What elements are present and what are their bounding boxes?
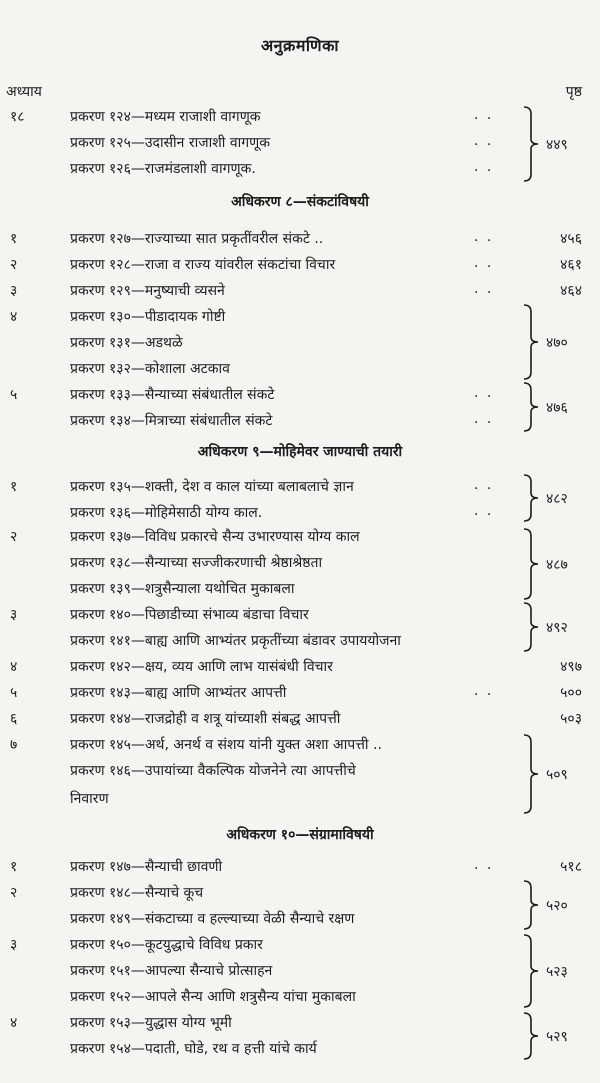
toc-row [0, 657, 600, 682]
leader-dots: . . [474, 133, 494, 149]
toc-row [0, 503, 600, 528]
group-page-number: ४४९ [546, 137, 568, 153]
leader-dots: . . [474, 857, 494, 873]
chapter-title: प्रकरण १५२—आपले सैन्य आणि शत्रुसैन्य यांचा मुकाबला [70, 989, 356, 1005]
chapter-number: ७ [10, 737, 18, 753]
chapter-title: प्रकरण १३६—मोहिमेसाठी योग्य काल. [70, 505, 263, 521]
toc-row [0, 553, 600, 578]
leader-dots: . . [474, 385, 494, 401]
chapter-title: प्रकरण १४१—बाह्य आणि आभ्यंतर प्रकृतींच्या बंडावर उपाययोजना [70, 633, 401, 649]
page-column-header: पृष्ठ [565, 84, 582, 100]
right-brace-icon [522, 602, 540, 652]
chapter-title: प्रकरण १३२—कोशाला अटकाव [70, 361, 230, 377]
chapter-number: १८ [10, 109, 25, 125]
chapter-title: प्रकरण १३१—अडथळे [70, 335, 183, 351]
toc-row [0, 333, 600, 358]
right-brace-icon [522, 734, 540, 814]
group-page-number: ४८२ [546, 491, 568, 507]
chapter-title: प्रकरण १३४—मित्राच्या संबंधातील संकटे [70, 413, 273, 429]
page-number: ४६१ [560, 257, 582, 273]
chapter-number: ५ [10, 387, 18, 403]
chapter-number: ३ [10, 937, 18, 953]
toc-row [0, 631, 600, 656]
toc-row [0, 255, 600, 280]
leader-dots: . . [474, 229, 494, 245]
chapter-title: प्रकरण १२९—मनुष्याची व्यसने [70, 283, 225, 299]
group-page-number: ४७० [546, 335, 568, 351]
chapter-title: प्रकरण १५३—युद्धास योग्य भूमी [70, 1015, 232, 1031]
chapter-title: प्रकरण १५४—पदाती, घोडे, रथ व हत्ती यांचे कार्य [70, 1041, 317, 1057]
section-heading: अधिकरण ९—मोहिमेवर जाण्याची तयारी [197, 444, 403, 460]
page-number: ४९७ [560, 659, 582, 675]
chapter-number: ३ [10, 283, 18, 299]
toc-row [0, 735, 600, 760]
toc-row [0, 857, 600, 882]
chapter-title: प्रकरण १२५—उदासीन राजाशी वागणूक [70, 135, 271, 151]
page-number: ४६४ [560, 283, 582, 299]
chapter-number: २ [10, 257, 18, 273]
page-number: ५०३ [560, 711, 582, 727]
toc-row [0, 1039, 600, 1064]
toc-row [0, 133, 600, 158]
toc-row [0, 789, 600, 814]
right-brace-icon [522, 1012, 540, 1060]
chapter-title: प्रकरण १२६—राजमंडलाशी वागणूक. [70, 161, 256, 177]
chapter-title: प्रकरण १५०—कूटयुद्धाचे विविध प्रकार [70, 937, 263, 953]
toc-row [0, 935, 600, 960]
toc-row [0, 359, 600, 384]
page-number: ५१८ [560, 859, 582, 875]
group-page-number: ४७६ [546, 400, 568, 416]
toc-row [0, 527, 600, 552]
group-page-number: ४९२ [546, 620, 568, 636]
chapter-column-header: अध्याय [6, 84, 42, 100]
chapter-number: १ [10, 479, 18, 495]
right-brace-icon [522, 474, 540, 522]
toc-row [0, 683, 600, 708]
toc-row [0, 307, 600, 332]
right-brace-icon [522, 880, 540, 930]
chapter-title: प्रकरण १४८—सैन्याचे कूच [70, 885, 204, 901]
leader-dots: . . [474, 411, 494, 427]
toc-row [0, 961, 600, 986]
chapter-title: प्रकरण १५१—आपल्या सैन्याचे प्रोत्साहन [70, 963, 273, 979]
chapter-title: प्रकरण १४७—सैन्याची छावणी [70, 859, 223, 875]
leader-dots: . . [474, 159, 494, 175]
chapter-number: १ [10, 859, 18, 875]
right-brace-icon [522, 382, 540, 432]
right-brace-icon [522, 934, 540, 1008]
chapter-title: प्रकरण १४५—अर्थ, अनर्थ व संशय यांनी युक्त अशा आपत्ती .. [70, 737, 382, 753]
group-page-number: ५२९ [546, 1029, 568, 1045]
chapter-number: २ [10, 885, 18, 901]
chapter-title: प्रकरण १४०—पिछाडीच्या संभाव्य बंडाचा विचार [70, 607, 309, 623]
chapter-title: प्रकरण १३०—पीडादायक गोष्टी [70, 309, 226, 325]
section-heading: अधिकरण ८—संकटांविषयी [231, 194, 369, 210]
chapter-number: ४ [10, 1015, 18, 1031]
chapter-number: ३ [10, 607, 18, 623]
toc-row [0, 883, 600, 908]
chapter-number: १ [10, 231, 18, 247]
chapter-title: प्रकरण १३९—शत्रुसैन्याला यथोचित मुकाबला [70, 581, 295, 597]
chapter-number: ४ [10, 659, 18, 675]
chapter-title: प्रकरण १३७—विविध प्रकारचे सैन्य उभारण्यास योग्य काल [70, 529, 360, 545]
group-page-number: ५०९ [546, 767, 568, 783]
leader-dots: . . [474, 107, 494, 123]
chapter-title: प्रकरण १४४—राजद्रोही व शत्रू यांच्याशी संबद्ध आपत्ती [70, 711, 341, 727]
chapter-number: ५ [10, 685, 18, 701]
toc-row [0, 605, 600, 630]
chapter-title: प्रकरण १३३—सैन्याच्या संबंधातील संकटे [70, 387, 275, 403]
toc-row [0, 761, 600, 786]
toc-row [0, 159, 600, 184]
page-title: अनुक्रमणिका [260, 36, 340, 55]
chapter-number: ६ [10, 711, 18, 727]
chapter-title: निवारण [70, 791, 109, 807]
toc-row [0, 987, 600, 1012]
right-brace-icon [522, 528, 540, 600]
page-number: ५०० [560, 685, 582, 701]
chapter-number: २ [10, 529, 18, 545]
toc-row [0, 909, 600, 934]
chapter-number: ४ [10, 309, 18, 325]
chapter-title: प्रकरण १२७—राज्याच्या सात प्रकृतींवरील संकटे .. [70, 231, 324, 247]
chapter-title: प्रकरण १४९—संकटाच्या व हल्ल्याच्या वेळी सैन्याचे रक्षण [70, 911, 355, 927]
group-page-number: ४८७ [546, 557, 568, 573]
group-page-number: ५२३ [546, 964, 568, 980]
chapter-title: प्रकरण १४२—क्षय, व्यय आणि लाभ यासंबंधी विचार [70, 659, 333, 675]
leader-dots: . . [474, 477, 494, 493]
toc-row [0, 281, 600, 306]
page-number: ४५६ [560, 231, 582, 247]
toc-row [0, 477, 600, 502]
chapter-title: प्रकरण १३८—सैन्याच्या सज्जीकरणाची श्रेष्ठाश्रेष्ठता [70, 555, 323, 571]
toc-row [0, 107, 600, 132]
leader-dots: . . [474, 281, 494, 297]
group-page-number: ५२० [546, 898, 568, 914]
toc-row [0, 385, 600, 410]
leader-dots: . . [474, 683, 494, 699]
chapter-title: प्रकरण १४६—उपायांच्या वैकल्पिक योजनेने त्या आपत्तीचे [70, 763, 356, 779]
chapter-title: प्रकरण १२४—मध्यम राजाशी वागणूक [70, 109, 261, 125]
toc-row [0, 579, 600, 604]
leader-dots: . . [474, 503, 494, 519]
toc-row [0, 709, 600, 734]
toc-row [0, 411, 600, 436]
chapter-title: प्रकरण १२८—राजा व राज्य यांवरील संकटांचा विचार [70, 257, 336, 273]
toc-row [0, 1013, 600, 1038]
toc-row [0, 229, 600, 254]
chapter-title: प्रकरण १३५—शक्ती, देश व काल यांच्या बलाबलाचे ज्ञान [70, 479, 354, 495]
right-brace-icon [522, 304, 540, 380]
right-brace-icon [522, 106, 540, 182]
chapter-title: प्रकरण १४३—बाह्य आणि आभ्यंतर आपत्ती [70, 685, 287, 701]
section-heading: अधिकरण १०—संग्रामाविषयी [226, 827, 374, 843]
leader-dots: . . [474, 255, 494, 271]
